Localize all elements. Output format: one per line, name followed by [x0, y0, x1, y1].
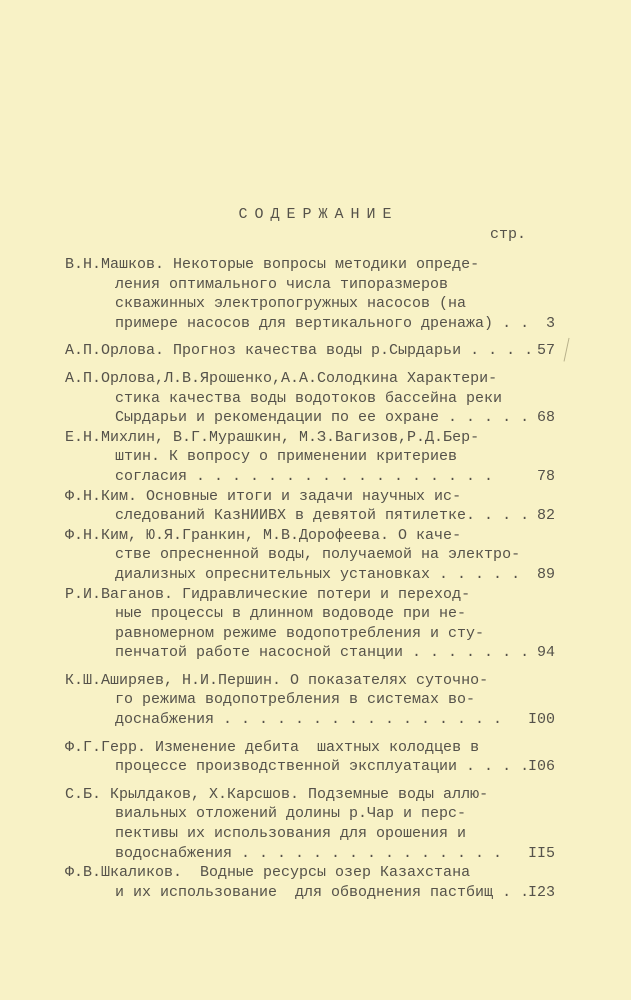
toc-entry-line: К.Ш.Аширяев, Н.И.Першин. О показателях суточно- [65, 671, 489, 689]
toc-entry-line: го режима водопотребления в системах во- [115, 691, 476, 709]
toc-entry-line: А.П.Орлова,Л.В.Ярошенко,А.А.Солодкина Характери- [65, 369, 498, 387]
toc-page-number: 94 [536, 644, 555, 662]
toc-page-number: 78 [536, 467, 555, 485]
toc-entry [65, 738, 555, 777]
toc-entry-line: стве опресненной воды, получаемой на электро- [115, 546, 521, 564]
toc-entry-line: пенчатой работе насосной станции . . . . . . . [115, 644, 530, 662]
toc-entry-line: следований КазНИИВХ в девятой пятилетке. . . . [115, 507, 530, 525]
toc-entry-line: водоснабжения . . . . . . . . . . . . . . . [115, 844, 503, 862]
toc-entry [65, 428, 555, 487]
toc-entry-line: согласия . . . . . . . . . . . . . . . . . [115, 467, 494, 485]
toc-entry-line: ные процессы в длинном водоводе при не- [115, 605, 467, 623]
toc-entry-line: стика качества воды водотоков бассейна реки [115, 389, 503, 407]
toc-entry [65, 585, 555, 663]
table-of-contents [65, 255, 555, 902]
toc-entry-line: виальных отложений долины р.Чар и перс- [115, 805, 467, 823]
toc-page-number: 68 [536, 409, 555, 427]
toc-entry [65, 526, 555, 585]
pencil-mark [564, 338, 573, 362]
toc-entry [65, 863, 555, 902]
toc-entry-line: пективы их использования для орошения и [115, 825, 467, 843]
toc-page-number: II5 [527, 844, 555, 862]
toc-entry [65, 671, 555, 730]
toc-entry [65, 255, 555, 333]
toc-entry-line: С.Б. Крылдаков, Х.Карсшов. Подземные воды аллю- [65, 785, 489, 803]
toc-entry-line: Сырдарьи и рекомендации по ее охране . . . . . [115, 409, 530, 427]
toc-page-number: I06 [527, 758, 555, 776]
toc-entry-line: равномерном режиме водопотребления и сту- [115, 624, 485, 642]
toc-entry-line: скважинных электропогружных насосов (на [115, 295, 467, 313]
toc-page-number: I00 [527, 711, 555, 729]
toc-page-number: 57 [536, 342, 555, 360]
toc-entry [65, 341, 555, 361]
toc-entry-line: ления оптимального числа типоразмеров [115, 275, 449, 293]
toc-entry-line: В.Н.Машков. Некоторые вопросы методики опреде- [65, 256, 480, 273]
toc-entry-line: доснабжения . . . . . . . . . . . . . . . . [115, 711, 503, 729]
document-title: СОДЕРЖАНИЕ [238, 206, 399, 223]
toc-entry [65, 785, 555, 863]
toc-page-number: I23 [527, 883, 555, 901]
toc-entry-line: примере насосов для вертикального дренажа) . . [115, 314, 530, 332]
toc-entry-line: А.П.Орлова. Прогноз качества воды р.Сырдарьи . . . . [65, 342, 534, 360]
toc-page-number: 3 [545, 314, 555, 332]
toc-entry-line: и их использование для обводнения пастбищ . . [115, 883, 530, 901]
toc-page-number: 89 [536, 565, 555, 583]
toc-entry-line: диализных опреснительных установках . . . . . [115, 565, 521, 583]
toc-entry-line: Е.Н.Михлин, В.Г.Мурашкин, М.З.Вагизов,Р.Д.Бер- [65, 428, 480, 446]
toc-page-number: 82 [536, 507, 555, 525]
toc-entry-line: Ф.В.Шкаликов. Водные ресурсы озер Казахстана [65, 864, 471, 882]
toc-entry-line: штин. К вопросу о применении критериев [115, 448, 458, 466]
toc-entry-line: Р.И.Ваганов. Гидравлические потери и переход- [65, 585, 471, 603]
toc-entry-line: Ф.Г.Герр. Изменение дебита шахтных колодцев в [65, 738, 480, 756]
toc-entry-line: Ф.Н.Ким. Основные итоги и задачи научных ис- [65, 487, 462, 505]
toc-entry-line: Ф.Н.Ким, Ю.Я.Гранкин, М.В.Дорофеева. О каче- [65, 526, 462, 544]
toc-entry [65, 369, 555, 428]
toc-entry [65, 487, 555, 526]
toc-entry-line: процессе производственной эксплуатации . . . . [115, 758, 530, 776]
page-column-header: стр. [490, 226, 527, 243]
